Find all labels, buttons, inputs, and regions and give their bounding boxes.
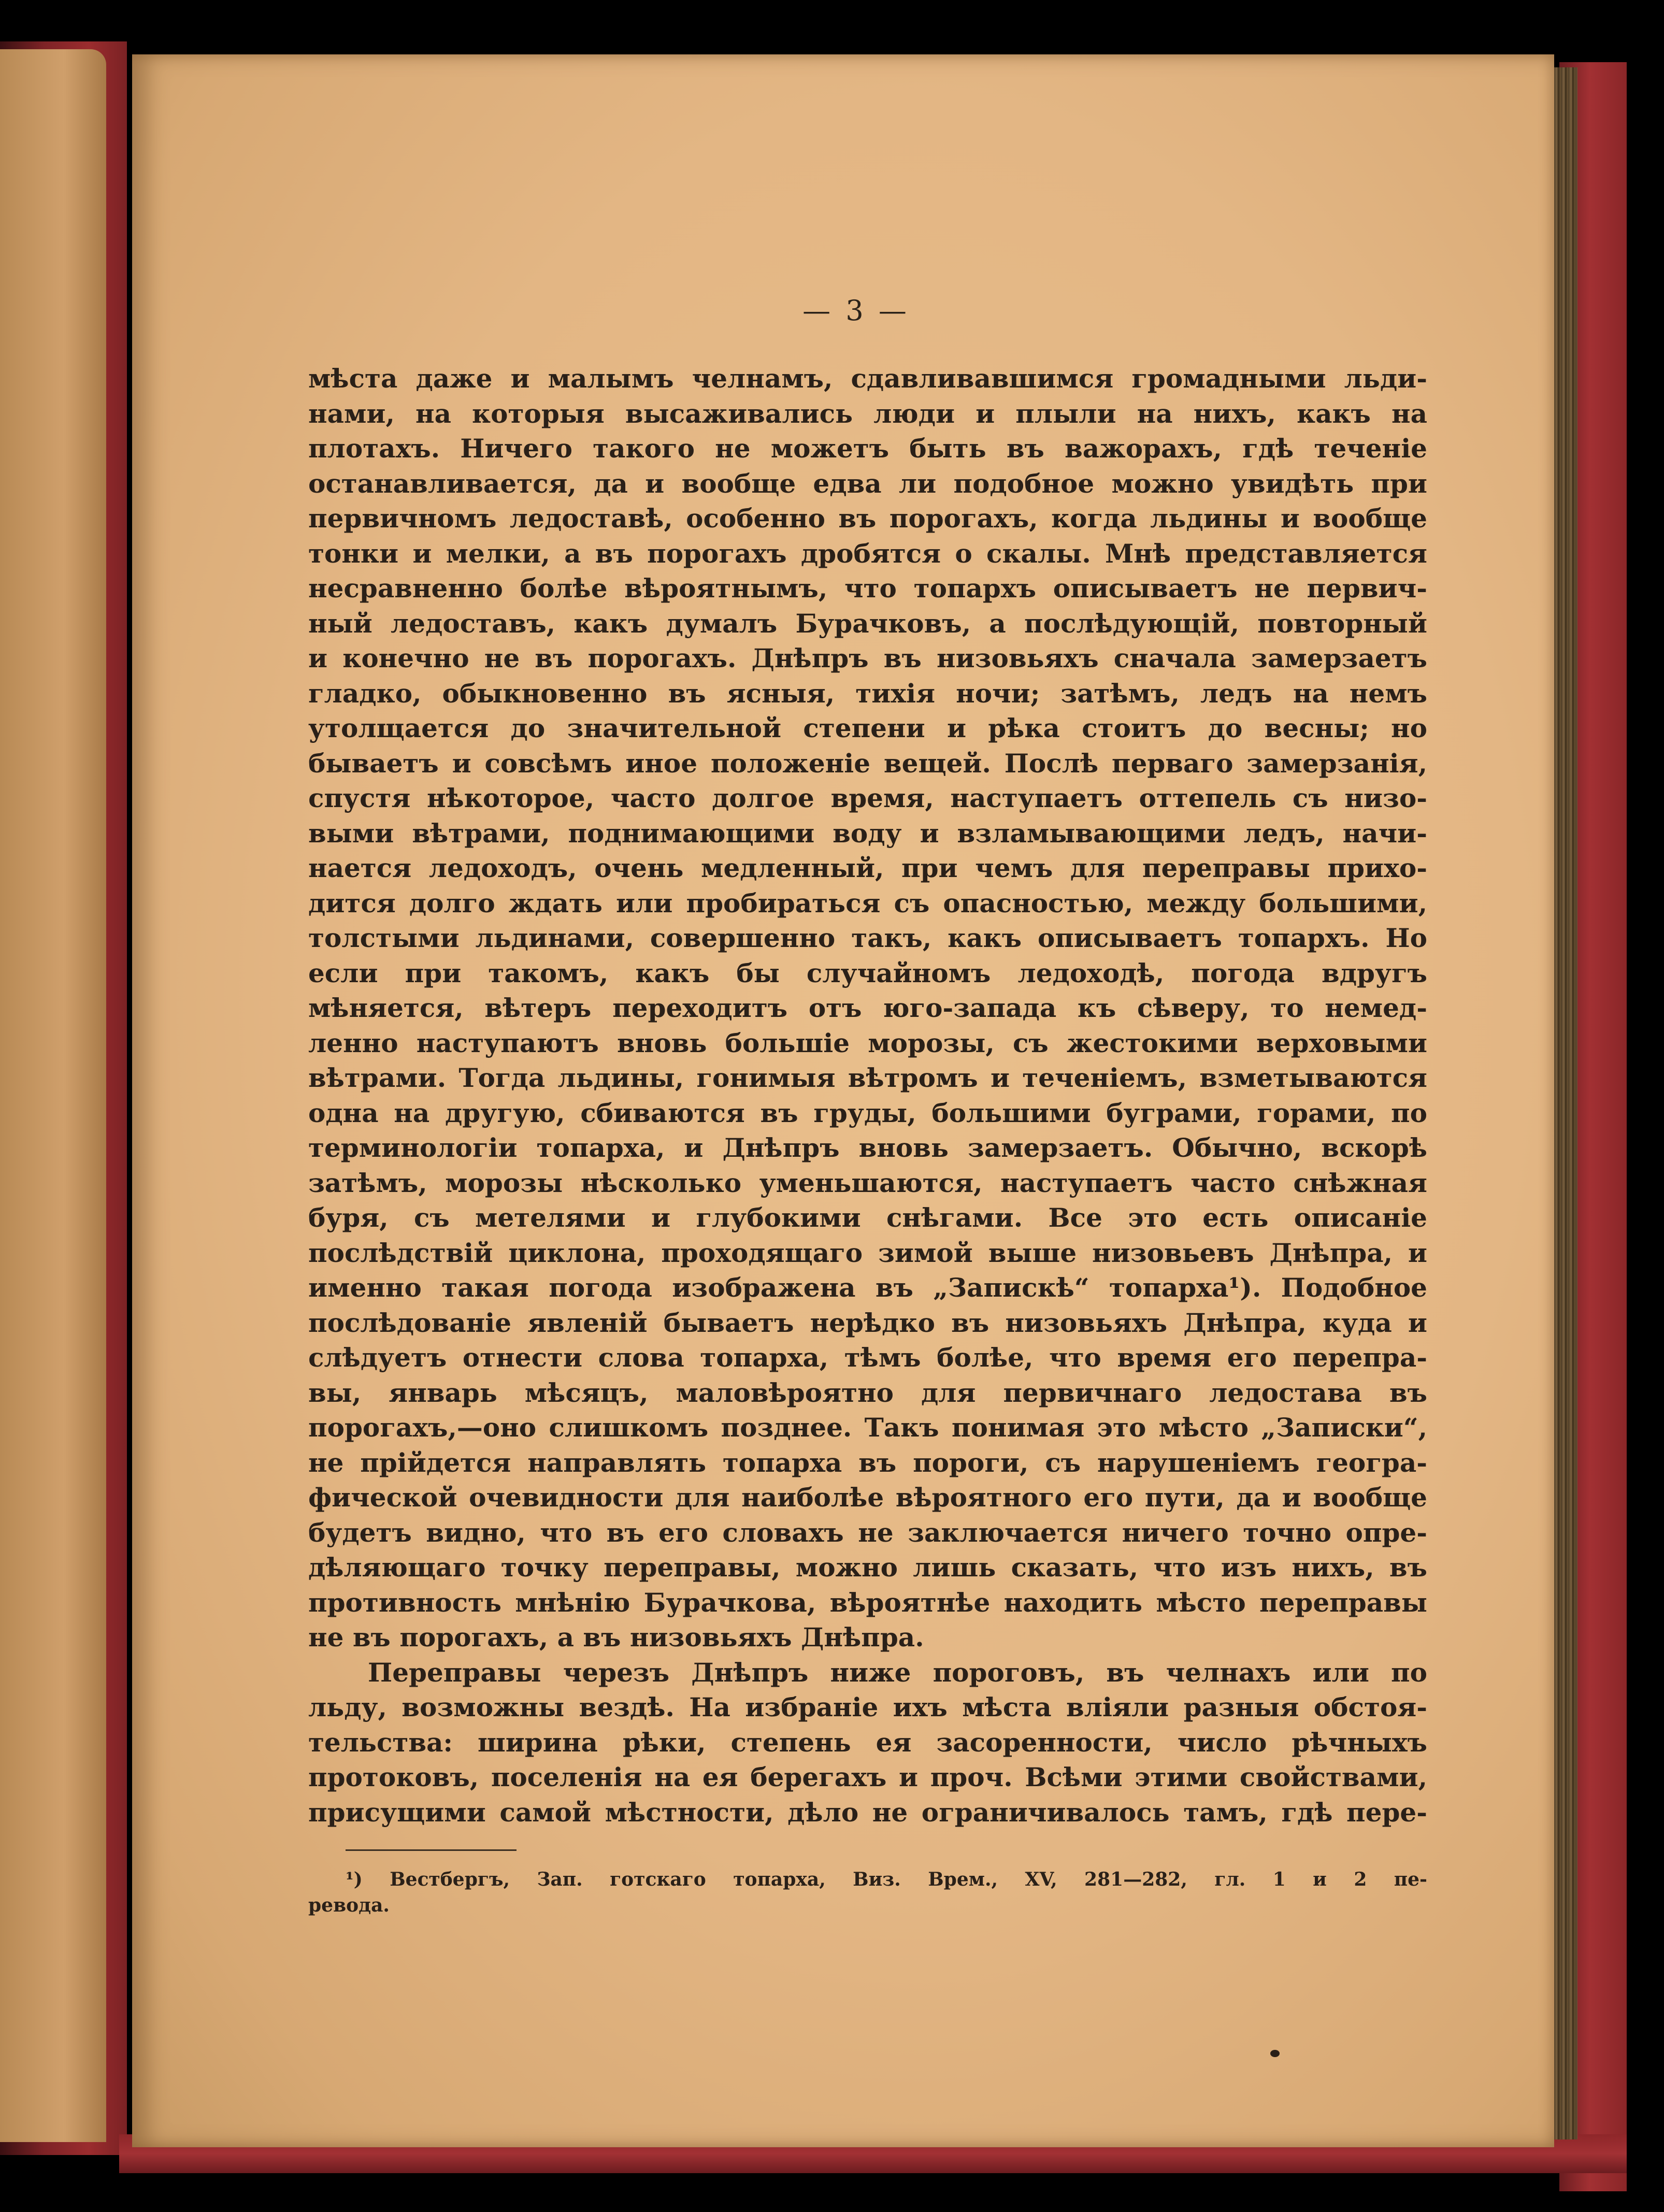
text-line: толстыми льдинами, совершенно такъ, какъ описываетъ топархъ. Но: [308, 923, 1427, 953]
text-line: Переправы черезъ Днѣпръ ниже пороговъ, въ челнахъ или по: [368, 1657, 1427, 1688]
text-line: спустя нѣкоторое, часто долгое время, наступаетъ оттепель съ низо-: [308, 783, 1427, 813]
text-line: не въ порогахъ, а въ низовьяхъ Днѣпра.: [308, 1622, 924, 1653]
facing-page-edge: [0, 49, 106, 2142]
text-line: мѣста даже и малымъ челнамъ, сдавливавшимся громадными льди-: [308, 363, 1427, 394]
text-line: протоковъ, поселенія на ея берегахъ и проч. Всѣми этими свойствами,: [308, 1762, 1427, 1792]
text-line: фической очевидности для наиболѣе вѣроятного его пути, да и вообще: [308, 1482, 1427, 1513]
text-line: буря, съ метелями и глубокими снѣгами. Все это есть описаніе: [308, 1202, 1427, 1233]
text-line: и конечно не въ порогахъ. Днѣпръ въ низовьяхъ сначала замерзаетъ: [308, 643, 1427, 673]
text-line: вѣтрами. Тогда льдины, гонимыя вѣтромъ и теченіемъ, взметываются: [308, 1062, 1427, 1093]
text-line: присущими самой мѣстности, дѣло не ограничивалось тамъ, гдѣ пере-: [308, 1797, 1427, 1828]
text-line: если при такомъ, какъ бы случайномъ ледоходѣ, погода вдругъ: [308, 957, 1427, 988]
text-line: послѣдствій циклона, проходящаго зимой выше низовьевъ Днѣпра, и: [308, 1237, 1427, 1268]
page-number: — 3 —: [802, 294, 910, 327]
footnote-divider: [346, 1849, 517, 1851]
text-line: не прійдется направлять топарха въ пороги, съ нарушеніемъ геогра-: [308, 1447, 1427, 1478]
text-line: терминологіи топарха, и Днѣпръ вновь замерзаетъ. Обычно, вскорѣ: [308, 1132, 1427, 1163]
text-line: вы, январь мѣсяцъ, маловѣроятно для первичнаго ледостава въ: [308, 1377, 1427, 1408]
text-line: несравненно болѣе вѣроятнымъ, что топархъ описываетъ не первич-: [308, 573, 1427, 604]
text-line: порогахъ,—оно слишкомъ позднее. Такъ понимая это мѣсто „Записки“,: [308, 1412, 1427, 1443]
text-line: выми вѣтрами, поднимающими воду и взламывающими ледъ, начи-: [308, 817, 1427, 849]
text-line: одна на другую, сбиваются въ груды, большими буграми, горами, по: [308, 1097, 1427, 1128]
text-line: дѣляющаго точку переправы, можно лишь сказать, что изъ нихъ, въ: [308, 1552, 1427, 1583]
text-line: первичномъ ледоставѣ, особенно въ порогахъ, когда льдины и вообще: [308, 503, 1427, 534]
text-line: ный ледоставъ, какъ думалъ Бурачковъ, а послѣдующій, повторный: [308, 608, 1427, 639]
footnote: [308, 1866, 1427, 1918]
ink-speck: [1270, 2050, 1280, 2057]
text-line: будетъ видно, что въ его словахъ не заключается ничего точно опре-: [308, 1517, 1427, 1548]
text-line: плотахъ. Ничего такого не можетъ быть въ важорахъ, гдѣ теченіе: [308, 433, 1427, 464]
text-line: льду, возможны вездѣ. На избраніе ихъ мѣста вліяли разныя обстоя-: [308, 1692, 1427, 1722]
text-line: тонки и мелки, а въ порогахъ дробятся о скалы. Мнѣ представляется: [308, 538, 1427, 569]
text-line: нается ледоходъ, очень медленный, при чемъ для переправы прихо-: [308, 853, 1427, 883]
footnote-line: ревода.: [308, 1894, 390, 1916]
text-line: тельства: ширина рѣки, степень ея засоренности, число рѣчныхъ: [308, 1727, 1427, 1758]
body-text: [308, 361, 1427, 1830]
text-line: бываетъ и совсѣмъ иное положеніе вещей. Послѣ перваго замерзанія,: [308, 748, 1427, 779]
text-line: ленно наступаютъ вновь большіе морозы, съ жестокими верховыми: [308, 1027, 1427, 1058]
text-line: послѣдованіе явленій бываетъ нерѣдко въ низовьяхъ Днѣпра, куда и: [308, 1307, 1427, 1338]
text-line: слѣдуетъ отнести слова топарха, тѣмъ болѣе, что время его перепра-: [308, 1342, 1427, 1373]
book-page: [132, 54, 1554, 2147]
text-line: именно такая погода изображена въ „Запискѣ“ топарха¹). Подобное: [308, 1272, 1427, 1303]
text-line: останавливается, да и вообще едва ли подобное можно увидѣть при: [308, 468, 1427, 499]
text-line: утолщается до значительной степени и рѣка стоитъ до весны; но: [308, 713, 1427, 743]
text-line: гладко, обыкновенно въ ясныя, тихія ночи; затѣмъ, ледъ на немъ: [308, 678, 1427, 709]
text-line: мѣняется, вѣтеръ переходитъ отъ юго-запада къ сѣверу, то немед-: [308, 993, 1427, 1023]
text-line: противность мнѣнію Бурачкова, вѣроятнѣе находить мѣсто переправы: [308, 1587, 1427, 1618]
footnote-line: ¹) Вестбергъ, Зап. готскаго топарха, Виз. Врем., XV, 281—282, гл. 1 и 2 пе-: [346, 1869, 1427, 1890]
text-line: затѣмъ, морозы нѣсколько уменьшаются, наступаетъ часто снѣжная: [308, 1167, 1427, 1198]
text-line: дится долго ждать или пробираться съ опасностью, между большими,: [308, 887, 1427, 918]
text-line: нами, на которыя высаживались люди и плыли на нихъ, какъ на: [308, 398, 1427, 429]
